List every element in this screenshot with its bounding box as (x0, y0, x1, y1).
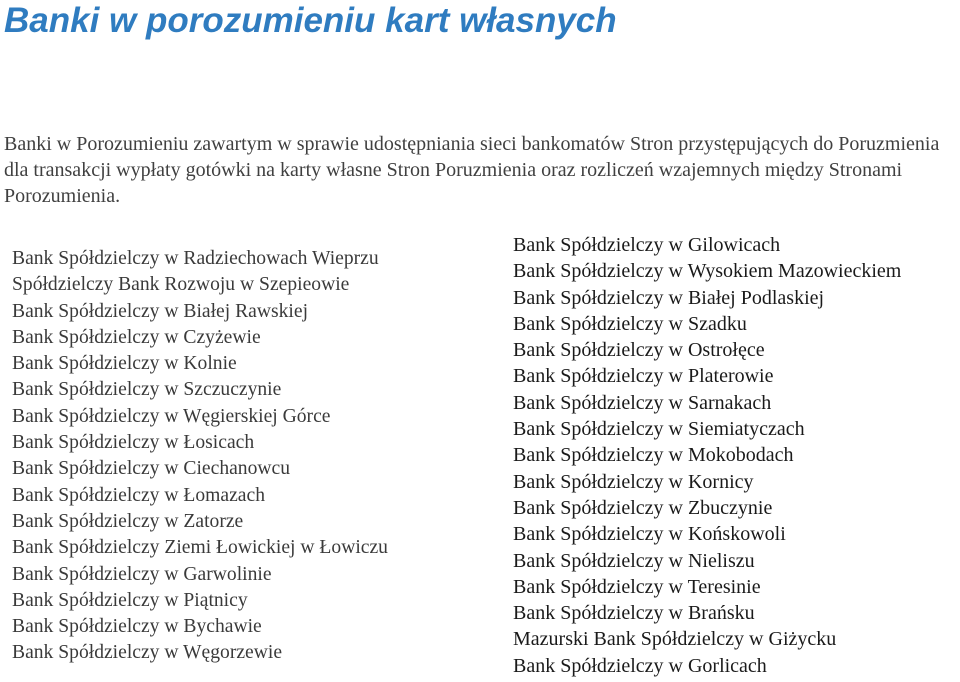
list-item: Bank Spółdzielczy w Szadku (513, 312, 747, 335)
list-item: Bank Spółdzielczy w Ostrołęce (513, 339, 765, 362)
list-item: Bank Spółdzielczy w Nieliszu (513, 549, 755, 572)
list-item: Bank Spółdzielczy w Kolnie (12, 353, 237, 375)
list-item: Bank Spółdzielczy w Zatorze (12, 510, 244, 532)
list-item: Bank Spółdzielczy w Brańsku (513, 602, 755, 625)
list-item: Mazurski Bank Spółdzielczy w Giżycku (513, 628, 837, 651)
list-item: Bank Spółdzielczy w Sarnakach (513, 391, 772, 414)
list-item: Bank Spółdzielczy w Piątnicy (12, 589, 248, 611)
list-item: Bank Spółdzielczy w Ciechanowcu (12, 458, 291, 480)
list-item: Bank Spółdzielczy w Węgierskiej Górce (12, 405, 331, 427)
list-item: Bank Spółdzielczy w Zbuczynie (513, 496, 773, 519)
bank-list-left (12, 246, 388, 667)
intro-paragraph: Banki w Porozumieniu zawartym w sprawie udostępniania sieci bankomatów Stron przystępujących do Poruzmienia dla transakcji wypłaty gotówki na karty własne Stron Poruzmienia oraz rozliczeń wzajemnych między Stronami Porozumienia. (4, 133, 940, 207)
list-item: Bank Spółdzielczy w Szczuczynie (12, 379, 282, 401)
list-item: Bank Spółdzielczy w Mokobodach (513, 444, 794, 467)
list-item: Bank Spółdzielczy w Białej Rawskiej (12, 300, 309, 322)
list-item: Bank Spółdzielczy w Gorlicach (513, 654, 767, 677)
list-item: Bank Spółdzielczy Ziemi Łowickiej w Łowiczu (12, 537, 388, 559)
list-item: Bank Spółdzielczy w Łosicach (12, 432, 255, 454)
list-item: Bank Spółdzielczy w Końskowoli (513, 523, 786, 546)
list-item: Bank Spółdzielczy w Białej Podlaskiej (513, 286, 825, 309)
list-item: Bank Spółdzielczy w Czyżewie (12, 326, 261, 348)
list-item: Bank Spółdzielczy w Platerowie (513, 365, 774, 388)
list-item: Bank Spółdzielczy w Gilowicach (513, 234, 781, 256)
page-title: Banki w porozumieniu kart własnych (4, 1, 617, 40)
list-item: Bank Spółdzielczy w Bychawie (12, 616, 262, 638)
list-item: Bank Spółdzielczy w Garwolinie (12, 563, 272, 585)
list-item: Bank Spółdzielczy w Wysokiem Mazowieckiem (513, 260, 902, 283)
list-item: Bank Spółdzielczy w Radziechowach Wieprzu (12, 248, 379, 269)
list-item: Bank Spółdzielczy w Węgorzewie (12, 642, 283, 664)
bank-list-right (513, 232, 901, 679)
list-item: Bank Spółdzielczy w Łomazach (12, 484, 265, 506)
list-item: Spółdzielczy Bank Rozwoju w Szepieowie (12, 274, 350, 296)
list-item: Bank Spółdzielczy w Teresinie (513, 575, 761, 598)
list-item: Bank Spółdzielczy w Kornicy (513, 470, 754, 493)
list-item: Bank Spółdzielczy w Siemiatyczach (513, 418, 805, 441)
